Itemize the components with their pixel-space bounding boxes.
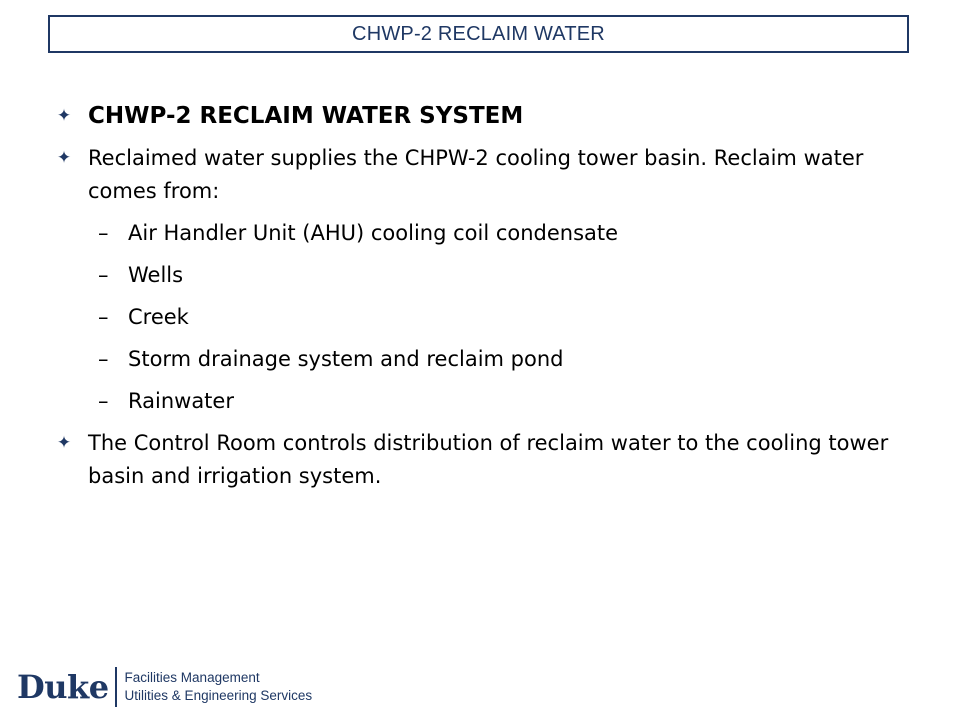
footer-text bbox=[125, 669, 313, 705]
footer bbox=[17, 664, 312, 710]
heading-text: CHWP-2 RECLAIM WATER SYSTEM bbox=[88, 103, 524, 129]
sub-bullet bbox=[50, 259, 910, 292]
sub-bullet bbox=[50, 217, 910, 250]
sub-bullet-text: Rainwater bbox=[128, 389, 234, 413]
bullet-heading bbox=[50, 100, 910, 133]
logo-divider bbox=[115, 667, 117, 707]
sub-bullet bbox=[50, 301, 910, 334]
sub-bullet-text: Storm drainage system and reclaim pond bbox=[128, 347, 564, 371]
footer-line-1: Facilities Management bbox=[124, 670, 260, 685]
sub-bullet bbox=[50, 385, 910, 418]
star-bullet-icon: ✦ bbox=[56, 433, 72, 453]
star-bullet-icon: ✦ bbox=[56, 148, 72, 168]
bullet-control bbox=[50, 427, 910, 493]
slide-title: CHWP-2 RECLAIM WATER bbox=[48, 15, 909, 53]
bullet-intro bbox=[50, 142, 910, 208]
star-bullet-icon: ✦ bbox=[56, 106, 72, 126]
intro-text: Reclaimed water supplies the CHPW-2 cooling tower basin. Reclaim water comes from: bbox=[88, 146, 864, 203]
dash-bullet-icon: – bbox=[98, 347, 109, 371]
footer-line-2: Utilities & Engineering Services bbox=[124, 688, 313, 703]
dash-bullet-icon: – bbox=[98, 305, 109, 329]
dash-bullet-icon: – bbox=[98, 389, 109, 413]
sub-bullet-text: Wells bbox=[128, 263, 184, 287]
dash-bullet-icon: – bbox=[98, 221, 109, 245]
duke-logo: Duke bbox=[17, 668, 109, 706]
sub-bullet-text: Creek bbox=[128, 305, 189, 329]
sub-bullet bbox=[50, 343, 910, 376]
sub-bullet-text: Air Handler Unit (AHU) cooling coil condensate bbox=[128, 221, 619, 245]
control-text: The Control Room controls distribution of reclaim water to the cooling tower basin and irrigation system. bbox=[88, 431, 889, 488]
dash-bullet-icon: – bbox=[98, 263, 109, 287]
slide-body bbox=[50, 100, 910, 502]
